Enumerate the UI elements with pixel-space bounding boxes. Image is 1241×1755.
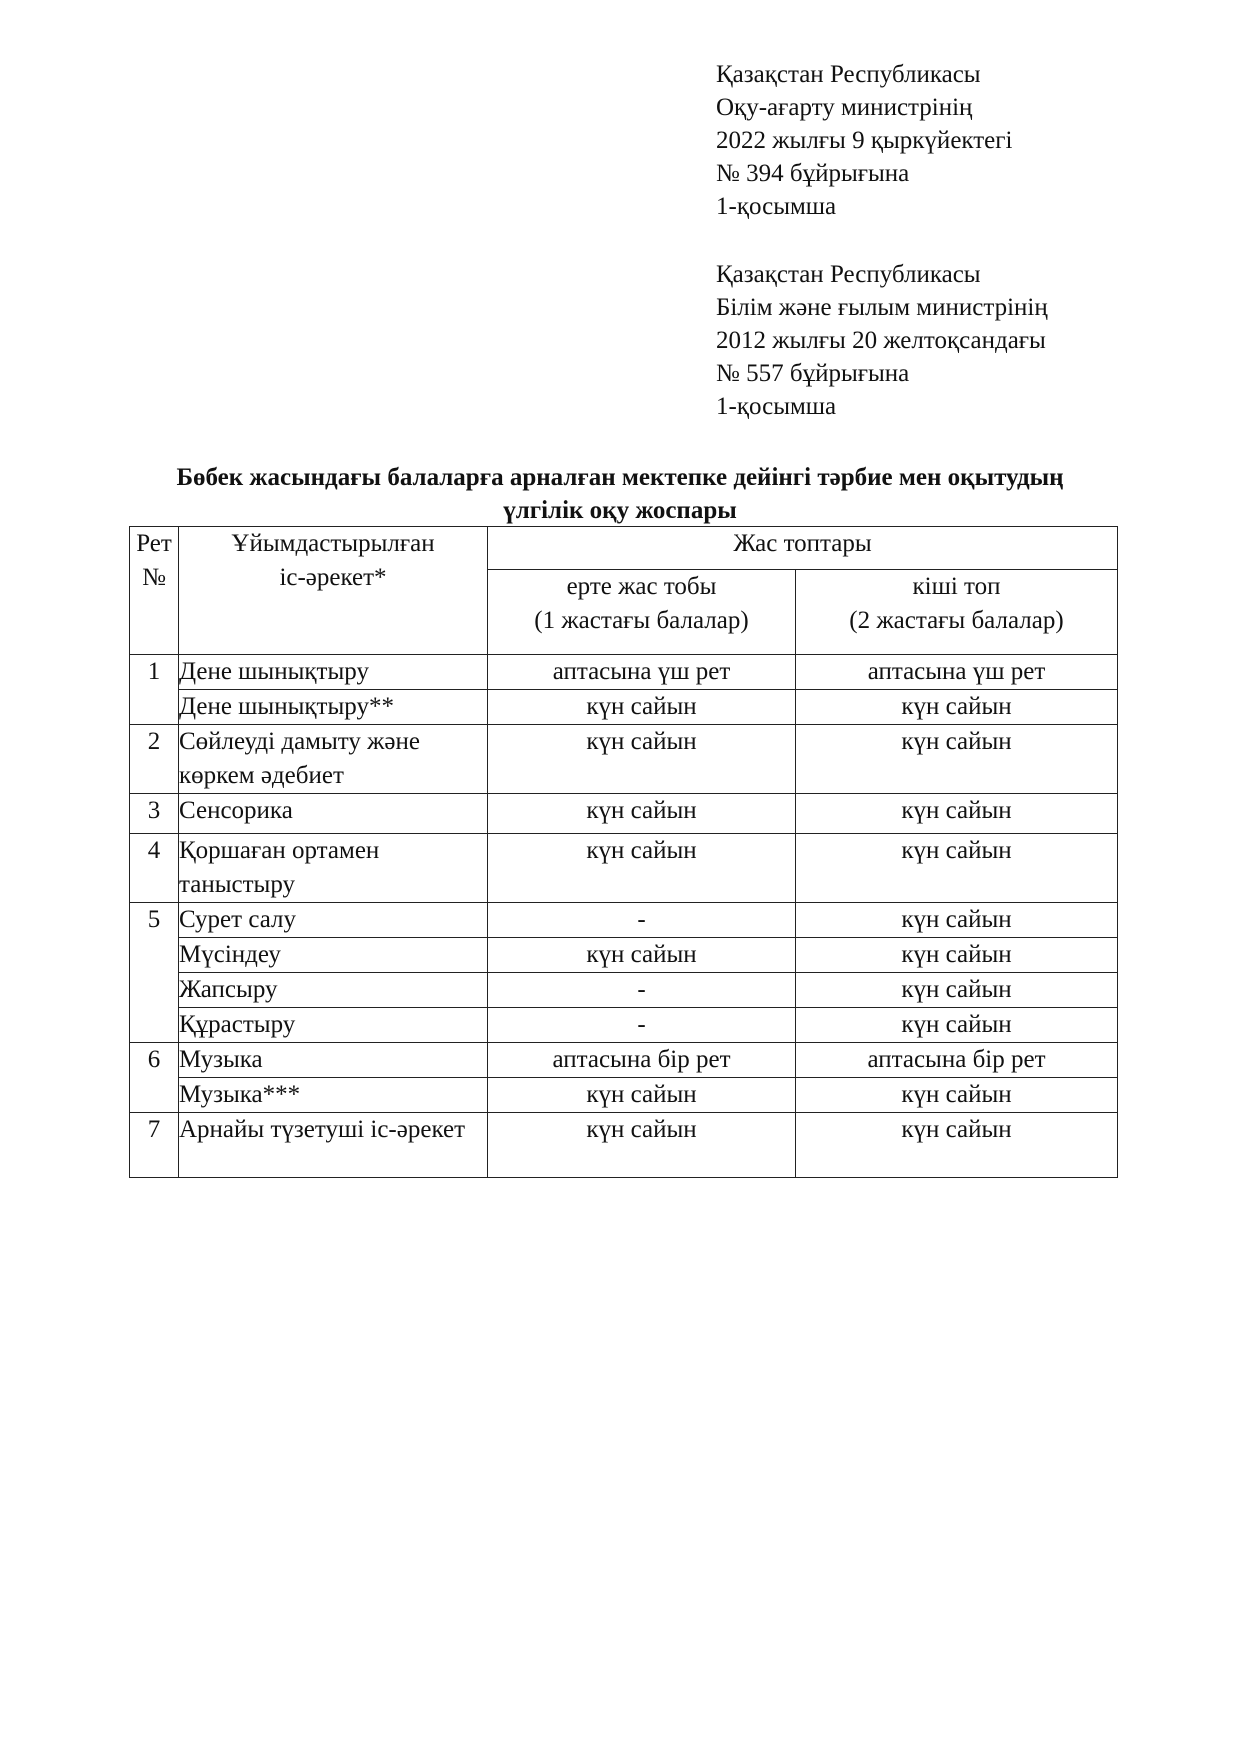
- header-line: Оқу-ағарту министрінің: [716, 94, 973, 121]
- activity-cell: Сөйлеуді дамыту және көркем әдебиет: [179, 725, 488, 794]
- col-header-number-line: Рет: [136, 530, 172, 557]
- activity-cell: Арнайы түзетуші іс-әрекет: [179, 1113, 488, 1178]
- col-header-number: [130, 527, 179, 655]
- early-group-frequency: күн сайын: [488, 1113, 796, 1178]
- early-group-frequency: күн сайын: [488, 690, 796, 725]
- order-reference-2022: [716, 58, 1176, 223]
- table-row: [130, 1113, 1118, 1178]
- table-row: [130, 690, 1118, 725]
- activity-cell: Дене шынықтыру: [179, 655, 488, 690]
- junior-group-frequency: аптасына бір рет: [796, 1043, 1118, 1078]
- group-age: (1 жастағы балалар): [534, 607, 749, 634]
- junior-group-frequency: күн сайын: [796, 1008, 1118, 1043]
- row-number: 6: [130, 1043, 179, 1113]
- title-line-2: үлгілік оқу жоспары: [503, 497, 737, 524]
- junior-group-frequency: күн сайын: [796, 690, 1118, 725]
- header-line: 1-қосымша: [716, 393, 837, 420]
- order-reference-2012: [716, 258, 1176, 423]
- junior-group-frequency: күн сайын: [796, 973, 1118, 1008]
- header-line: № 557 бұйрығына: [716, 360, 910, 387]
- table-row: [130, 1078, 1118, 1113]
- table-row: [130, 973, 1118, 1008]
- early-group-frequency: аптасына бір рет: [488, 1043, 796, 1078]
- header-line: Қазақстан Республикасы: [716, 61, 981, 88]
- activity-cell: Дене шынықтыру**: [179, 690, 488, 725]
- col-header-junior-group: [796, 570, 1118, 655]
- group-age: (2 жастағы балалар): [849, 607, 1064, 634]
- header-line: 2022 жылғы 9 қыркүйектегі: [716, 127, 1013, 154]
- table-row: [130, 938, 1118, 973]
- table-header-row: [130, 527, 1118, 570]
- junior-group-frequency: аптасына үш рет: [796, 655, 1118, 690]
- group-name: ерте жас тобы: [566, 573, 717, 600]
- header-line: № 394 бұйрығына: [716, 160, 910, 187]
- header-line: 1-қосымша: [716, 193, 837, 220]
- early-group-frequency: күн сайын: [488, 794, 796, 834]
- row-number: 7: [130, 1113, 179, 1178]
- junior-group-frequency: күн сайын: [796, 903, 1118, 938]
- junior-group-frequency: күн сайын: [796, 1078, 1118, 1113]
- early-group-frequency: -: [488, 1008, 796, 1043]
- early-group-frequency: күн сайын: [488, 938, 796, 973]
- table-row: [130, 1008, 1118, 1043]
- activity-cell: Мүсіндеу: [179, 938, 488, 973]
- table-row: [130, 794, 1118, 834]
- table-row: [130, 903, 1118, 938]
- table-row: [130, 725, 1118, 794]
- activity-cell: Құрастыру: [179, 1008, 488, 1043]
- header-line: 2012 жылғы 20 желтоқсандағы: [716, 327, 1046, 354]
- table-row: [130, 655, 1118, 690]
- early-group-frequency: күн сайын: [488, 834, 796, 903]
- col-header-activity-line: іс-әрекет*: [279, 564, 387, 591]
- junior-group-frequency: күн сайын: [796, 938, 1118, 973]
- junior-group-frequency: күн сайын: [796, 725, 1118, 794]
- header-line: Білім және ғылым министрінің: [716, 294, 1048, 321]
- junior-group-frequency: күн сайын: [796, 1113, 1118, 1178]
- header-line: Қазақстан Республикасы: [716, 261, 981, 288]
- document-title: [100, 461, 1140, 527]
- early-group-frequency: -: [488, 973, 796, 1008]
- title-line-1: Бөбек жасындағы балаларға арналған мектепке дейінгі тәрбие мен оқытудың: [176, 464, 1064, 491]
- activity-cell: Музыка***: [179, 1078, 488, 1113]
- row-number: 4: [130, 834, 179, 903]
- junior-group-frequency: күн сайын: [796, 834, 1118, 903]
- activity-cell: Қоршаған ортамен таныстыру: [179, 834, 488, 903]
- row-number: 5: [130, 903, 179, 1043]
- activity-cell: Жапсыру: [179, 973, 488, 1008]
- activity-cell: Сенсорика: [179, 794, 488, 834]
- group-name: кіші топ: [912, 573, 1001, 600]
- curriculum-table: [129, 526, 1118, 1178]
- row-number: 2: [130, 725, 179, 794]
- col-header-activity: [179, 527, 488, 655]
- early-group-frequency: күн сайын: [488, 725, 796, 794]
- col-header-age-groups: Жас топтары: [488, 527, 1118, 570]
- early-group-frequency: аптасына үш рет: [488, 655, 796, 690]
- col-header-number-line: №: [142, 564, 166, 591]
- row-number: 3: [130, 794, 179, 834]
- table-row: [130, 1043, 1118, 1078]
- col-header-activity-line: Ұйымдастырылған: [231, 530, 435, 557]
- activity-cell: Сурет салу: [179, 903, 488, 938]
- activity-cell: Музыка: [179, 1043, 488, 1078]
- early-group-frequency: күн сайын: [488, 1078, 796, 1113]
- junior-group-frequency: күн сайын: [796, 794, 1118, 834]
- row-number: 1: [130, 655, 179, 725]
- col-header-early-group: [488, 570, 796, 655]
- early-group-frequency: -: [488, 903, 796, 938]
- table-row: [130, 834, 1118, 903]
